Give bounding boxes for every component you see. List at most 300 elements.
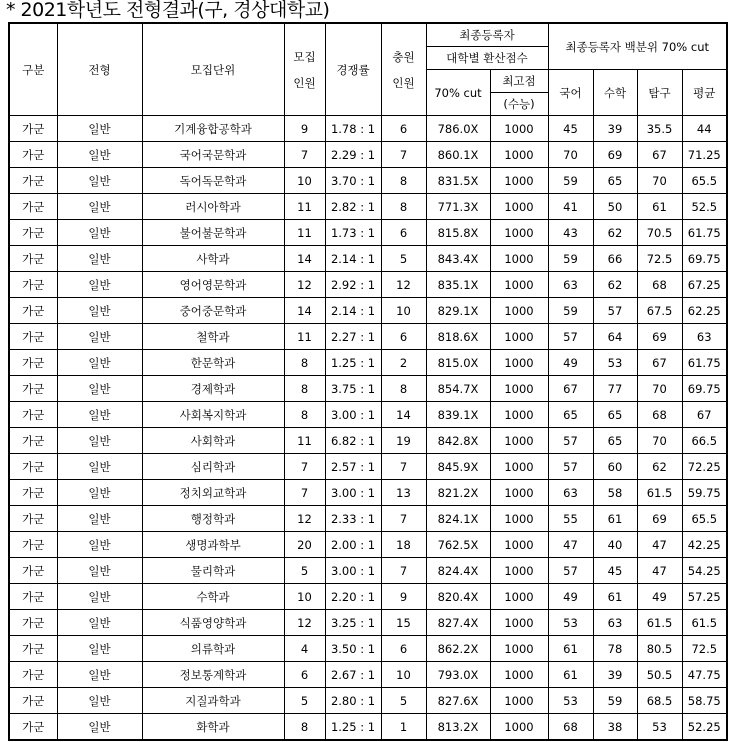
cell-quota: 7 — [284, 454, 325, 480]
cell-additional: 7 — [381, 454, 426, 480]
cell-math: 64 — [593, 324, 637, 350]
table-row — [9, 610, 727, 636]
cell-unit: 러시아학과 — [142, 194, 284, 220]
cell-max: 1000 — [490, 584, 548, 610]
cell-math: 66 — [593, 246, 637, 272]
cell-max: 1000 — [490, 220, 548, 246]
cell-competition: 3.25 : 1 — [325, 610, 381, 636]
table-row — [9, 454, 727, 480]
table-row — [9, 688, 727, 714]
cell-additional: 7 — [381, 558, 426, 584]
cell-unit: 심리학과 — [142, 454, 284, 480]
cell-type: 일반 — [57, 428, 142, 454]
cell-competition: 1.73 : 1 — [325, 220, 381, 246]
cell-math: 77 — [593, 376, 637, 402]
cell-quota: 8 — [284, 714, 325, 741]
cell-competition: 2.57 : 1 — [325, 454, 381, 480]
cell-max: 1000 — [490, 610, 548, 636]
cell-cut70: 860.1X — [426, 142, 490, 168]
cell-inquiry: 70 — [637, 376, 682, 402]
cell-cut70: 839.1X — [426, 402, 490, 428]
cell-additional: 8 — [381, 194, 426, 220]
cell-unit: 한문학과 — [142, 350, 284, 376]
table-row — [9, 220, 727, 246]
cell-cut70: 762.5X — [426, 532, 490, 558]
cell-inquiry: 61.5 — [637, 480, 682, 506]
cell-inquiry: 69 — [637, 324, 682, 350]
cell-math: 39 — [593, 662, 637, 688]
table-row — [9, 662, 727, 688]
cell-unit: 독어독문학과 — [142, 168, 284, 194]
table-row — [9, 532, 727, 558]
header-quota-line2: 인원 — [293, 75, 316, 90]
cell-max: 1000 — [490, 168, 548, 194]
cell-korean: 63 — [548, 272, 593, 298]
cell-type: 일반 — [57, 272, 142, 298]
cell-cut70: 824.4X — [426, 558, 490, 584]
cell-average: 61.5 — [682, 610, 727, 636]
cell-quota: 10 — [284, 168, 325, 194]
cell-korean: 65 — [548, 402, 593, 428]
cell-average: 69.75 — [682, 376, 727, 402]
cell-division: 가군 — [9, 662, 57, 688]
cell-max: 1000 — [490, 480, 548, 506]
cell-inquiry: 70.5 — [637, 220, 682, 246]
cell-cut70: 813.2X — [426, 714, 490, 741]
cell-type: 일반 — [57, 116, 142, 142]
cell-cut70: 818.6X — [426, 324, 490, 350]
cell-unit: 지질과학과 — [142, 688, 284, 714]
cell-max: 1000 — [490, 246, 548, 272]
header-competition: 경쟁률 — [325, 23, 381, 116]
header-division: 구분 — [9, 23, 57, 116]
table-row — [9, 506, 727, 532]
cell-quota: 6 — [284, 662, 325, 688]
cell-average: 65.5 — [682, 506, 727, 532]
cell-type: 일반 — [57, 350, 142, 376]
cell-inquiry: 53 — [637, 714, 682, 741]
cell-math: 60 — [593, 454, 637, 480]
cell-korean: 57 — [548, 454, 593, 480]
cell-unit: 수학과 — [142, 584, 284, 610]
cell-additional: 7 — [381, 142, 426, 168]
cell-cut70: 845.9X — [426, 454, 490, 480]
cell-korean: 57 — [548, 428, 593, 454]
cell-division: 가군 — [9, 194, 57, 220]
cell-korean: 61 — [548, 662, 593, 688]
cell-competition: 2.33 : 1 — [325, 506, 381, 532]
cell-max: 1000 — [490, 714, 548, 741]
cell-math: 65 — [593, 428, 637, 454]
cell-division: 가군 — [9, 168, 57, 194]
cell-competition: 3.00 : 1 — [325, 480, 381, 506]
cell-type: 일반 — [57, 454, 142, 480]
cell-additional: 15 — [381, 610, 426, 636]
cell-max: 1000 — [490, 532, 548, 558]
cell-inquiry: 61 — [637, 194, 682, 220]
cell-competition: 3.70 : 1 — [325, 168, 381, 194]
cell-unit: 사회학과 — [142, 428, 284, 454]
cell-korean: 53 — [548, 610, 593, 636]
cell-division: 가군 — [9, 220, 57, 246]
cell-korean: 67 — [548, 376, 593, 402]
cell-unit: 불어불문학과 — [142, 220, 284, 246]
table-row — [9, 116, 727, 142]
cell-cut70: 854.7X — [426, 376, 490, 402]
table-row — [9, 324, 727, 350]
cell-quota: 4 — [284, 636, 325, 662]
cell-competition: 2.00 : 1 — [325, 532, 381, 558]
cell-quota: 14 — [284, 298, 325, 324]
header-quota-line1: 모집 — [293, 49, 316, 64]
cell-max: 1000 — [490, 376, 548, 402]
header-additional — [381, 23, 426, 116]
cell-korean: 68 — [548, 714, 593, 741]
cell-average: 42.25 — [682, 532, 727, 558]
cell-cut70: 843.4X — [426, 246, 490, 272]
table-row — [9, 428, 727, 454]
cell-cut70: 793.0X — [426, 662, 490, 688]
cell-division: 가군 — [9, 402, 57, 428]
cell-math: 38 — [593, 714, 637, 741]
cell-type: 일반 — [57, 402, 142, 428]
cell-additional: 1 — [381, 714, 426, 741]
table-row — [9, 714, 727, 741]
cell-division: 가군 — [9, 454, 57, 480]
cell-competition: 2.20 : 1 — [325, 584, 381, 610]
cell-type: 일반 — [57, 246, 142, 272]
cell-division: 가군 — [9, 688, 57, 714]
cell-korean: 70 — [548, 142, 593, 168]
cell-korean: 57 — [548, 324, 593, 350]
cell-average: 52.25 — [682, 714, 727, 741]
cell-competition: 3.50 : 1 — [325, 636, 381, 662]
cell-cut70: 820.4X — [426, 584, 490, 610]
cell-cut70: 815.0X — [426, 350, 490, 376]
table-row — [9, 584, 727, 610]
cell-competition: 2.82 : 1 — [325, 194, 381, 220]
header-math: 수학 — [593, 70, 637, 116]
cell-competition: 2.29 : 1 — [325, 142, 381, 168]
cell-competition: 2.14 : 1 — [325, 246, 381, 272]
cell-inquiry: 68 — [637, 272, 682, 298]
cell-type: 일반 — [57, 324, 142, 350]
cell-unit: 영어영문학과 — [142, 272, 284, 298]
header-cut70: 70% cut — [426, 70, 490, 116]
table-row — [9, 246, 727, 272]
cell-additional: 14 — [381, 402, 426, 428]
cell-quota: 8 — [284, 376, 325, 402]
table-row — [9, 350, 727, 376]
cell-max: 1000 — [490, 688, 548, 714]
cell-quota: 7 — [284, 142, 325, 168]
cell-division: 가군 — [9, 714, 57, 741]
cell-quota: 11 — [284, 324, 325, 350]
cell-math: 61 — [593, 506, 637, 532]
cell-math: 45 — [593, 558, 637, 584]
cell-cut70: 842.8X — [426, 428, 490, 454]
cell-competition: 6.82 : 1 — [325, 428, 381, 454]
cell-cut70: 827.6X — [426, 688, 490, 714]
cell-inquiry: 47 — [637, 558, 682, 584]
cell-quota: 5 — [284, 688, 325, 714]
cell-quota: 11 — [284, 194, 325, 220]
cell-division: 가군 — [9, 246, 57, 272]
cell-division: 가군 — [9, 636, 57, 662]
cell-cut70: 786.0X — [426, 116, 490, 142]
cell-quota: 5 — [284, 558, 325, 584]
table-row — [9, 480, 727, 506]
cell-division: 가군 — [9, 428, 57, 454]
cell-competition: 2.67 : 1 — [325, 662, 381, 688]
page-title: * 2021학년도 전형결과(구, 경상대학교) — [6, 0, 330, 21]
cell-average: 71.25 — [682, 142, 727, 168]
cell-max: 1000 — [490, 558, 548, 584]
cell-division: 가군 — [9, 506, 57, 532]
cell-korean: 41 — [548, 194, 593, 220]
cell-math: 53 — [593, 350, 637, 376]
cell-average: 52.5 — [682, 194, 727, 220]
cell-quota: 12 — [284, 610, 325, 636]
cell-average: 61.75 — [682, 350, 727, 376]
cell-math: 57 — [593, 298, 637, 324]
cell-division: 가군 — [9, 532, 57, 558]
table-row — [9, 272, 727, 298]
cell-korean: 55 — [548, 506, 593, 532]
table-row — [9, 168, 727, 194]
cell-quota: 8 — [284, 350, 325, 376]
cell-competition: 1.78 : 1 — [325, 116, 381, 142]
cell-average: 57.25 — [682, 584, 727, 610]
cell-additional: 5 — [381, 688, 426, 714]
cell-max: 1000 — [490, 142, 548, 168]
cell-unit: 중어중문학과 — [142, 298, 284, 324]
cell-math: 61 — [593, 584, 637, 610]
cell-type: 일반 — [57, 142, 142, 168]
cell-division: 가군 — [9, 324, 57, 350]
cell-quota: 20 — [284, 532, 325, 558]
cell-unit: 식품영양학과 — [142, 610, 284, 636]
cell-type: 일반 — [57, 714, 142, 741]
cell-average: 65.5 — [682, 168, 727, 194]
cell-math: 39 — [593, 116, 637, 142]
cell-inquiry: 80.5 — [637, 636, 682, 662]
cell-quota: 12 — [284, 506, 325, 532]
cell-type: 일반 — [57, 688, 142, 714]
header-converted-score: 대학별 환산점수 — [426, 47, 548, 70]
cell-competition: 3.00 : 1 — [325, 558, 381, 584]
cell-average: 63 — [682, 324, 727, 350]
cell-inquiry: 67 — [637, 350, 682, 376]
cell-korean: 49 — [548, 584, 593, 610]
cell-math: 69 — [593, 142, 637, 168]
cell-additional: 18 — [381, 532, 426, 558]
cell-quota: 11 — [284, 428, 325, 454]
table-row — [9, 636, 727, 662]
cell-division: 가군 — [9, 558, 57, 584]
cell-additional: 10 — [381, 662, 426, 688]
cell-average: 61.75 — [682, 220, 727, 246]
cell-unit: 경제학과 — [142, 376, 284, 402]
cell-cut70: 862.2X — [426, 636, 490, 662]
cell-max: 1000 — [490, 454, 548, 480]
cell-division: 가군 — [9, 584, 57, 610]
cell-cut70: 831.5X — [426, 168, 490, 194]
cell-inquiry: 62 — [637, 454, 682, 480]
cell-type: 일반 — [57, 376, 142, 402]
cell-korean: 61 — [548, 636, 593, 662]
cell-average: 59.75 — [682, 480, 727, 506]
cell-type: 일반 — [57, 168, 142, 194]
cell-type: 일반 — [57, 558, 142, 584]
cell-quota: 7 — [284, 480, 325, 506]
cell-average: 66.5 — [682, 428, 727, 454]
cell-average: 62.25 — [682, 298, 727, 324]
cell-korean: 49 — [548, 350, 593, 376]
cell-division: 가군 — [9, 350, 57, 376]
cell-additional: 8 — [381, 376, 426, 402]
cell-inquiry: 67.5 — [637, 298, 682, 324]
cell-unit: 철학과 — [142, 324, 284, 350]
cell-competition: 2.92 : 1 — [325, 272, 381, 298]
cell-max: 1000 — [490, 272, 548, 298]
cell-additional: 5 — [381, 246, 426, 272]
header-inquiry: 탐구 — [637, 70, 682, 116]
cell-type: 일반 — [57, 636, 142, 662]
cell-cut70: 821.2X — [426, 480, 490, 506]
cell-competition: 2.14 : 1 — [325, 298, 381, 324]
cell-average: 72.5 — [682, 636, 727, 662]
cell-average: 67 — [682, 402, 727, 428]
cell-average: 67.25 — [682, 272, 727, 298]
cell-cut70: 815.8X — [426, 220, 490, 246]
cell-additional: 2 — [381, 350, 426, 376]
cell-max: 1000 — [490, 662, 548, 688]
cell-unit: 정보통계학과 — [142, 662, 284, 688]
cell-korean: 57 — [548, 558, 593, 584]
cell-competition: 1.25 : 1 — [325, 350, 381, 376]
cell-max: 1000 — [490, 298, 548, 324]
table-row — [9, 376, 727, 402]
header-average: 평균 — [682, 70, 727, 116]
cell-unit: 행정학과 — [142, 506, 284, 532]
cell-quota: 12 — [284, 272, 325, 298]
cell-division: 가군 — [9, 116, 57, 142]
cell-unit: 국어국문학과 — [142, 142, 284, 168]
cell-division: 가군 — [9, 610, 57, 636]
cell-korean: 59 — [548, 246, 593, 272]
cell-additional: 6 — [381, 636, 426, 662]
cell-additional: 9 — [381, 584, 426, 610]
cell-max: 1000 — [490, 350, 548, 376]
cell-additional: 19 — [381, 428, 426, 454]
cell-inquiry: 68 — [637, 402, 682, 428]
header-additional-line2: 인원 — [392, 75, 415, 90]
cell-quota: 9 — [284, 116, 325, 142]
cell-unit: 생명과학부 — [142, 532, 284, 558]
cell-cut70: 835.1X — [426, 272, 490, 298]
cell-inquiry: 67 — [637, 142, 682, 168]
table-row — [9, 402, 727, 428]
admission-results-table — [8, 22, 728, 741]
cell-inquiry: 70 — [637, 428, 682, 454]
cell-quota: 14 — [284, 246, 325, 272]
cell-average: 69.75 — [682, 246, 727, 272]
header-admission-type: 전형 — [57, 23, 142, 116]
cell-korean: 43 — [548, 220, 593, 246]
header-percentile-group: 최종등록자 백분위 70% cut — [548, 23, 727, 70]
cell-max: 1000 — [490, 194, 548, 220]
cell-division: 가군 — [9, 480, 57, 506]
cell-math: 59 — [593, 688, 637, 714]
cell-max: 1000 — [490, 116, 548, 142]
header-max-score: 최고점 — [490, 70, 548, 93]
cell-inquiry: 69 — [637, 506, 682, 532]
cell-quota: 11 — [284, 220, 325, 246]
cell-division: 가군 — [9, 298, 57, 324]
table-row — [9, 194, 727, 220]
cell-math: 62 — [593, 272, 637, 298]
cell-additional: 12 — [381, 272, 426, 298]
cell-cut70: 824.1X — [426, 506, 490, 532]
header-korean: 국어 — [548, 70, 593, 116]
table-row — [9, 142, 727, 168]
cell-inquiry: 50.5 — [637, 662, 682, 688]
header-final-registrant: 최종등록자 — [426, 23, 548, 47]
cell-unit: 사회복지학과 — [142, 402, 284, 428]
cell-math: 58 — [593, 480, 637, 506]
cell-unit: 의류학과 — [142, 636, 284, 662]
cell-competition: 2.27 : 1 — [325, 324, 381, 350]
cell-max: 1000 — [490, 428, 548, 454]
cell-korean: 47 — [548, 532, 593, 558]
cell-quota: 8 — [284, 402, 325, 428]
cell-type: 일반 — [57, 298, 142, 324]
cell-korean: 53 — [548, 688, 593, 714]
cell-unit: 화학과 — [142, 714, 284, 741]
cell-max: 1000 — [490, 402, 548, 428]
cell-inquiry: 35.5 — [637, 116, 682, 142]
cell-average: 44 — [682, 116, 727, 142]
cell-math: 50 — [593, 194, 637, 220]
header-max-score-suneung: (수능) — [490, 93, 548, 116]
cell-additional: 6 — [381, 116, 426, 142]
table-row — [9, 558, 727, 584]
cell-max: 1000 — [490, 506, 548, 532]
cell-type: 일반 — [57, 662, 142, 688]
cell-math: 62 — [593, 220, 637, 246]
header-quota — [284, 23, 325, 116]
cell-division: 가군 — [9, 376, 57, 402]
cell-type: 일반 — [57, 532, 142, 558]
cell-average: 72.25 — [682, 454, 727, 480]
cell-average: 58.75 — [682, 688, 727, 714]
cell-competition: 3.75 : 1 — [325, 376, 381, 402]
cell-unit: 사학과 — [142, 246, 284, 272]
cell-quota: 10 — [284, 584, 325, 610]
cell-unit: 물리학과 — [142, 558, 284, 584]
cell-unit: 정치외교학과 — [142, 480, 284, 506]
cell-inquiry: 70 — [637, 168, 682, 194]
cell-type: 일반 — [57, 506, 142, 532]
cell-cut70: 827.4X — [426, 610, 490, 636]
cell-cut70: 829.1X — [426, 298, 490, 324]
header-additional-line1: 충원 — [392, 49, 415, 64]
cell-inquiry: 61.5 — [637, 610, 682, 636]
cell-division: 가군 — [9, 272, 57, 298]
cell-type: 일반 — [57, 610, 142, 636]
cell-average: 54.25 — [682, 558, 727, 584]
